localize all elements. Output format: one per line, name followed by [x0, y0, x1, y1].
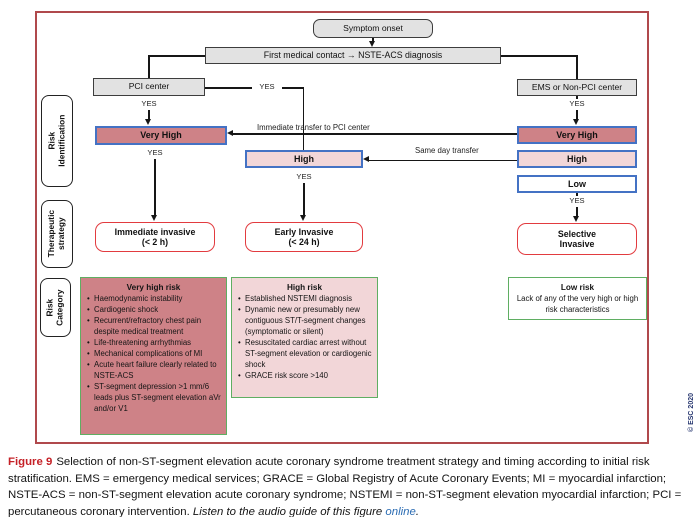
label-yes-veryhigh-left: YES — [147, 148, 163, 157]
low-risk-title: Low risk — [560, 283, 595, 292]
node-ems-center: EMS or Non-PCI center — [517, 79, 637, 96]
copyright-text: © ESC 2020 — [687, 392, 695, 432]
very-high-risk-title: Very high risk — [126, 283, 181, 292]
very-high-risk-item: • Haemodynamic instability — [86, 294, 221, 305]
node-low-right: Low — [517, 175, 637, 193]
side-label-risk-identification — [41, 95, 73, 187]
connector-fmc-right-v — [576, 55, 578, 79]
side-label-therapeutic-strategy — [41, 200, 73, 268]
very-high-risk-item: • ST-segment depression >1 mm/6 leads plus ST-segment elevation aVr and/or V1 — [86, 382, 221, 415]
connector-fmc-right-h — [501, 55, 577, 57]
edge-label-immediate-transfer: Immediate transfer to PCI center — [257, 123, 370, 132]
arrowhead-selective — [573, 216, 579, 222]
very-high-risk-item: • Recurrent/refractory chest pain despite medical treatment — [86, 316, 221, 338]
category-very-high-risk — [80, 277, 227, 435]
node-high-middle: High — [245, 150, 363, 168]
selective-invasive-line1: Selective — [557, 228, 597, 239]
high-risk-item: • Established NSTEMI diagnosis — [237, 294, 372, 305]
label-yes-high-middle: YES — [296, 172, 312, 181]
node-very-high-left: Very High — [95, 126, 227, 145]
arrowhead-same-day — [363, 156, 369, 162]
connector-fmc-left-v — [148, 55, 150, 78]
arrowhead-immediate-invasive — [151, 215, 157, 221]
low-risk-body: Lack of any of the very high or high risk characteristics — [516, 294, 639, 314]
very-high-risk-item: • Life-threatening arrhythmias — [86, 338, 221, 349]
label-yes-pci: YES — [141, 99, 157, 108]
connector-immediate-transfer — [232, 133, 518, 135]
node-pci-center: PCI center — [93, 78, 205, 96]
high-risk-item: • Resuscitated cardiac arrest without ST-segment elevation or cardiogenic shock — [237, 338, 372, 371]
early-invasive-line1: Early Invasive — [274, 226, 334, 237]
edge-label-same-day: Same day transfer — [415, 146, 479, 155]
node-symptom-onset: Symptom onset — [313, 19, 433, 38]
node-very-high-right: Very High — [517, 126, 637, 144]
arrowhead-early-invasive — [300, 215, 306, 221]
connector-fmc-left-h — [148, 55, 205, 57]
node-selective-invasive — [517, 223, 637, 255]
label-yes-ems: YES — [569, 99, 585, 108]
figure-number-label: Figure 9 — [8, 456, 53, 468]
therapeutic-strategy-line1: Therapeutic — [46, 210, 57, 258]
connector-middle-down — [303, 87, 305, 150]
caption-audio-suffix: . — [415, 505, 419, 517]
copyright-esc — [682, 383, 700, 441]
connector-same-day — [368, 160, 518, 162]
very-high-risk-item: • Mechanical complications of MI — [86, 349, 221, 360]
figure-caption — [8, 454, 694, 517]
node-high-right: High — [517, 150, 637, 168]
caption-body: Selection of non-ST-segment elevation acute coronary syndrome treatment strategy and timing according to initial risk stratification. EMS = emergency medical services; GRACE = Global Registry of Acute Coronary Events; MI = myocardial infarction; NSTE-ACS = non-ST-segment elevation acute coronary syndrome; NSTEMI = non-ST-segment elevation myocardial infarction; PCI = percutaneous coronary intervention. — [8, 456, 682, 517]
immediate-invasive-line2: (< 2 h) — [141, 237, 169, 247]
high-risk-title: High risk — [286, 283, 323, 292]
early-invasive-line2: (< 24 h) — [288, 237, 320, 247]
connector-veryhigh-immediate — [154, 159, 156, 216]
category-high-risk — [231, 277, 378, 398]
connector-high-early — [303, 183, 305, 216]
risk-identification-line1: Risk — [46, 132, 57, 150]
caption-audio-note: Listen to the audio guide of this figure — [189, 505, 386, 517]
immediate-invasive-line1: Immediate invasive — [114, 226, 196, 237]
node-immediate-invasive — [95, 222, 215, 252]
risk-identification-line2: Identification — [56, 114, 66, 168]
arrowhead-immediate-transfer — [227, 130, 233, 136]
risk-category-line2: Category — [54, 289, 65, 326]
selective-invasive-line2: Invasive — [559, 239, 595, 249]
very-high-risk-item: • Acute heart failure clearly related to NSTE-ACS — [86, 360, 221, 382]
high-risk-item: • GRACE risk score >140 — [237, 371, 372, 382]
very-high-risk-item: • Cardiogenic shock — [86, 305, 221, 316]
label-yes-low: YES — [569, 196, 585, 205]
label-yes-middle: YES — [252, 82, 282, 91]
node-first-medical-contact: First medical contact → NSTE-ACS diagnosis — [205, 47, 501, 64]
risk-category-line1: Risk — [44, 298, 55, 317]
arrowhead-pci-veryhigh — [145, 119, 151, 125]
caption-online-link[interactable]: online — [385, 505, 416, 517]
side-label-risk-category — [40, 278, 71, 337]
category-low-risk — [508, 277, 647, 320]
therapeutic-strategy-line2: strategy — [56, 217, 67, 251]
arrowhead-ems-veryhigh — [573, 119, 579, 125]
high-risk-item: • Dynamic new or presumably new contiguous ST/T-segment changes (symptomatic or silent) — [237, 305, 372, 338]
node-early-invasive — [245, 222, 363, 252]
